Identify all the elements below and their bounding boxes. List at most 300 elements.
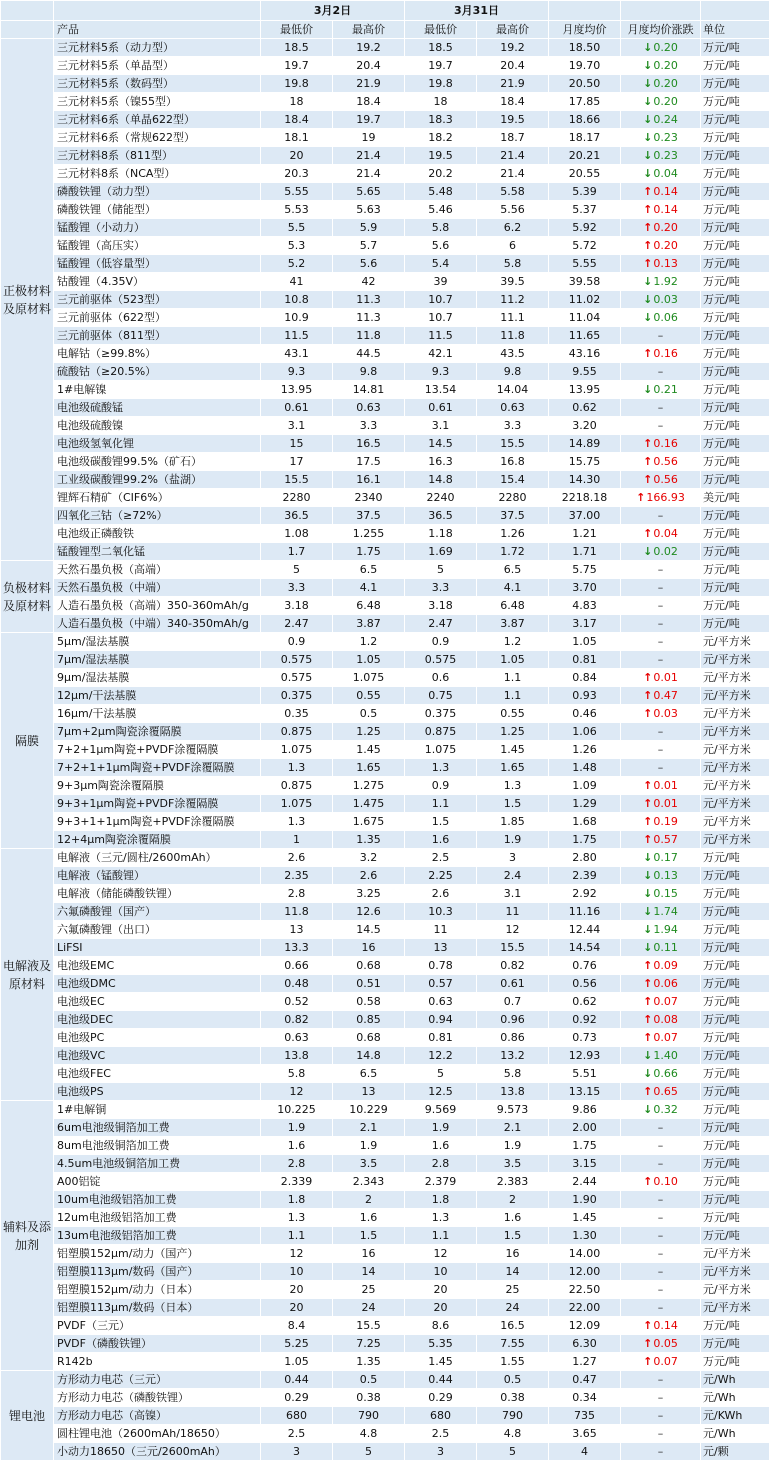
change-value: – [657, 1445, 664, 1458]
unit: 万元/吨 [701, 1335, 769, 1353]
monthly-avg: 2218.18 [549, 489, 621, 507]
max-price-1: 6.5 [333, 561, 405, 579]
product-name: 电解钴（≥99.8%） [54, 345, 261, 363]
avg-change [621, 165, 701, 183]
max-price-1: 1.9 [333, 1137, 405, 1155]
max-price-2: 43.5 [477, 345, 549, 363]
monthly-avg: 2.39 [549, 867, 621, 885]
monthly-avg: 14.30 [549, 471, 621, 489]
min-price-2: 1.6 [405, 1137, 477, 1155]
max-price-1: 0.38 [333, 1389, 405, 1407]
min-price-1: 20 [261, 1299, 333, 1317]
monthly-avg: 17.85 [549, 93, 621, 111]
monthly-avg: 20.55 [549, 165, 621, 183]
product-name: 8um电池级铜箔加工费 [54, 1137, 261, 1155]
max-price-2: 14 [477, 1263, 549, 1281]
unit: 万元/吨 [701, 885, 769, 903]
max-price-2: 7.55 [477, 1335, 549, 1353]
arrow-up-icon: ↑ [643, 239, 653, 252]
max-price-1: 2340 [333, 489, 405, 507]
max-price-1: 11.8 [333, 327, 405, 345]
min-price-2: 0.575 [405, 651, 477, 669]
unit: 万元/吨 [701, 903, 769, 921]
table-row [1, 165, 769, 183]
col-high1: 最高价 [333, 21, 405, 39]
change-value: 0.20 [653, 239, 678, 252]
min-price-1: 20 [261, 147, 333, 165]
change-value: 0.19 [653, 815, 678, 828]
product-name: 12μm/干法基膜 [54, 687, 261, 705]
product-name: 电池级PS [54, 1083, 261, 1101]
avg-change [621, 1299, 701, 1317]
max-price-2: 1.72 [477, 543, 549, 561]
min-price-2: 1.6 [405, 831, 477, 849]
unit: 万元/吨 [701, 1029, 769, 1047]
min-price-2: 0.9 [405, 633, 477, 651]
arrow-up-icon: ↑ [643, 1319, 653, 1332]
change-value: 0.04 [653, 527, 678, 540]
category-label: 辅料及添加剂 [1, 1101, 54, 1371]
max-price-1: 7.25 [333, 1335, 405, 1353]
monthly-avg: 11.02 [549, 291, 621, 309]
min-price-1: 5.8 [261, 1065, 333, 1083]
max-price-1: 16.5 [333, 435, 405, 453]
avg-change [621, 129, 701, 147]
unit: 万元/吨 [701, 453, 769, 471]
min-price-2: 11.5 [405, 327, 477, 345]
unit: 万元/吨 [701, 327, 769, 345]
max-price-1: 5 [333, 1443, 405, 1461]
arrow-down-icon: ↓ [643, 167, 653, 180]
table-row [1, 1281, 769, 1299]
product-name: 三元材料5系（动力型） [54, 39, 261, 57]
monthly-avg: 0.56 [549, 975, 621, 993]
unit: 万元/吨 [701, 273, 769, 291]
max-price-1: 0.55 [333, 687, 405, 705]
min-price-1: 2.47 [261, 615, 333, 633]
change-value: 0.20 [653, 59, 678, 72]
avg-change [621, 777, 701, 795]
min-price-1: 15 [261, 435, 333, 453]
table-row [1, 1191, 769, 1209]
arrow-up-icon: ↑ [643, 1337, 653, 1350]
unit: 元/平方米 [701, 777, 769, 795]
max-price-1: 14.8 [333, 1047, 405, 1065]
avg-change [621, 363, 701, 381]
avg-change [621, 1209, 701, 1227]
max-price-2: 11.1 [477, 309, 549, 327]
table-row [1, 201, 769, 219]
avg-change [621, 309, 701, 327]
unit: 万元/吨 [701, 75, 769, 93]
min-price-1: 1.8 [261, 1191, 333, 1209]
unit: 万元/吨 [701, 201, 769, 219]
arrow-up-icon: ↑ [643, 1355, 653, 1368]
avg-change [621, 93, 701, 111]
min-price-1: 2280 [261, 489, 333, 507]
min-price-1: 5.55 [261, 183, 333, 201]
min-price-1: 18.4 [261, 111, 333, 129]
change-value: – [657, 1211, 664, 1224]
avg-change [621, 201, 701, 219]
arrow-up-icon: ↑ [643, 1031, 653, 1044]
change-value: – [657, 1265, 664, 1278]
monthly-avg: 13.95 [549, 381, 621, 399]
change-value: 0.16 [653, 437, 678, 450]
unit: 万元/吨 [701, 1047, 769, 1065]
table-row [1, 399, 769, 417]
min-price-1: 0.375 [261, 687, 333, 705]
unit: 万元/吨 [701, 111, 769, 129]
table-row [1, 327, 769, 345]
arrow-down-icon: ↓ [643, 59, 653, 72]
monthly-avg: 1.09 [549, 777, 621, 795]
monthly-avg: 12.44 [549, 921, 621, 939]
change-value: – [657, 617, 664, 630]
table-row [1, 597, 769, 615]
col-change: 月度均价涨跌 [621, 21, 701, 39]
change-value: 0.01 [653, 797, 678, 810]
table-row [1, 993, 769, 1011]
min-price-1: 5.25 [261, 1335, 333, 1353]
product-name: 圆柱锂电池（2600mAh/18650） [54, 1425, 261, 1443]
avg-change [621, 975, 701, 993]
product-name: 6um电池级铜箔加工费 [54, 1119, 261, 1137]
min-price-2: 8.6 [405, 1317, 477, 1335]
avg-change [621, 381, 701, 399]
avg-change [621, 453, 701, 471]
change-value: – [657, 635, 664, 648]
change-value: 0.20 [653, 221, 678, 234]
max-price-2: 20.4 [477, 57, 549, 75]
table-row [1, 813, 769, 831]
table-row [1, 1299, 769, 1317]
monthly-avg: 39.58 [549, 273, 621, 291]
monthly-avg: 3.20 [549, 417, 621, 435]
max-price-2: 2280 [477, 489, 549, 507]
monthly-avg: 0.73 [549, 1029, 621, 1047]
avg-change [621, 39, 701, 57]
table-row [1, 741, 769, 759]
product-name: 锰酸锂（小动力） [54, 219, 261, 237]
unit: 元/平方米 [701, 1299, 769, 1317]
change-value: 0.05 [653, 1337, 678, 1350]
max-price-1: 9.8 [333, 363, 405, 381]
monthly-avg: 5.92 [549, 219, 621, 237]
max-price-1: 19.7 [333, 111, 405, 129]
max-price-1: 5.7 [333, 237, 405, 255]
max-price-1: 1.6 [333, 1209, 405, 1227]
table-row [1, 615, 769, 633]
max-price-1: 0.63 [333, 399, 405, 417]
monthly-avg: 20.50 [549, 75, 621, 93]
max-price-2: 0.86 [477, 1029, 549, 1047]
min-price-1: 0.52 [261, 993, 333, 1011]
monthly-avg: 19.70 [549, 57, 621, 75]
unit: 元/平方米 [701, 795, 769, 813]
change-value: – [657, 725, 664, 738]
max-price-1: 19 [333, 129, 405, 147]
min-price-2: 18 [405, 93, 477, 111]
product-name: 电池级EMC [54, 957, 261, 975]
min-price-2: 1.3 [405, 1209, 477, 1227]
product-name: 磷酸铁锂（储能型） [54, 201, 261, 219]
unit: 万元/吨 [701, 993, 769, 1011]
min-price-1: 18 [261, 93, 333, 111]
table-row [1, 921, 769, 939]
max-price-2: 19.5 [477, 111, 549, 129]
change-value: 0.09 [653, 959, 678, 972]
unit: 万元/吨 [701, 1173, 769, 1191]
monthly-avg: 0.81 [549, 651, 621, 669]
change-value: – [657, 1139, 664, 1152]
min-price-2: 1.5 [405, 813, 477, 831]
arrow-up-icon: ↑ [643, 797, 653, 810]
max-price-2: 1.1 [477, 669, 549, 687]
max-price-2: 16 [477, 1245, 549, 1263]
avg-change [621, 795, 701, 813]
unit: 万元/吨 [701, 39, 769, 57]
min-price-1: 5.53 [261, 201, 333, 219]
product-name: 电池级VC [54, 1047, 261, 1065]
max-price-1: 3.25 [333, 885, 405, 903]
max-price-2: 1.5 [477, 795, 549, 813]
arrow-up-icon: ↑ [643, 977, 653, 990]
monthly-avg: 37.00 [549, 507, 621, 525]
change-value: 0.03 [653, 293, 678, 306]
max-price-2: 3.1 [477, 885, 549, 903]
max-price-2: 1.85 [477, 813, 549, 831]
unit: 元/平方米 [701, 1245, 769, 1263]
unit: 元/平方米 [701, 669, 769, 687]
min-price-2: 1.1 [405, 1227, 477, 1245]
max-price-2: 0.61 [477, 975, 549, 993]
max-price-1: 16 [333, 939, 405, 957]
table-row [1, 561, 769, 579]
arrow-down-icon: ↓ [643, 905, 653, 918]
min-price-1: 0.875 [261, 723, 333, 741]
monthly-avg: 2.00 [549, 1119, 621, 1137]
max-price-2: 3 [477, 849, 549, 867]
unit: 元/平方米 [701, 759, 769, 777]
avg-change [621, 1065, 701, 1083]
min-price-2: 19.5 [405, 147, 477, 165]
avg-change [621, 1119, 701, 1137]
monthly-avg: 9.55 [549, 363, 621, 381]
min-price-2: 13 [405, 939, 477, 957]
unit: 万元/吨 [701, 219, 769, 237]
change-value: – [657, 599, 664, 612]
max-price-1: 1.45 [333, 741, 405, 759]
avg-change [621, 255, 701, 273]
max-price-2: 0.63 [477, 399, 549, 417]
max-price-2: 21.4 [477, 147, 549, 165]
avg-change [621, 687, 701, 705]
max-price-1: 5.65 [333, 183, 405, 201]
change-value: 0.56 [653, 455, 678, 468]
table-row [1, 525, 769, 543]
min-price-1: 2.5 [261, 1425, 333, 1443]
min-price-2: 9.3 [405, 363, 477, 381]
arrow-up-icon: ↑ [643, 437, 653, 450]
avg-change [621, 417, 701, 435]
max-price-1: 3.2 [333, 849, 405, 867]
monthly-avg: 1.90 [549, 1191, 621, 1209]
product-name: 电池级EC [54, 993, 261, 1011]
monthly-avg: 0.34 [549, 1389, 621, 1407]
arrow-down-icon: ↓ [643, 1103, 653, 1116]
monthly-avg: 3.15 [549, 1155, 621, 1173]
max-price-1: 3.3 [333, 417, 405, 435]
unit: 元/Wh [701, 1389, 769, 1407]
avg-change [621, 1047, 701, 1065]
min-price-2: 1.9 [405, 1119, 477, 1137]
product-name: 1#电解镍 [54, 381, 261, 399]
change-value: 0.11 [653, 941, 678, 954]
arrow-up-icon: ↑ [643, 815, 653, 828]
min-price-2: 19.7 [405, 57, 477, 75]
monthly-avg: 1.26 [549, 741, 621, 759]
max-price-1: 0.5 [333, 705, 405, 723]
max-price-1: 0.85 [333, 1011, 405, 1029]
max-price-1: 12.6 [333, 903, 405, 921]
monthly-avg: 14.00 [549, 1245, 621, 1263]
change-value: 0.20 [653, 41, 678, 54]
unit: 万元/吨 [701, 597, 769, 615]
min-price-1: 0.82 [261, 1011, 333, 1029]
monthly-avg: 14.89 [549, 435, 621, 453]
unit: 元/平方米 [701, 633, 769, 651]
max-price-1: 5.6 [333, 255, 405, 273]
min-price-1: 0.66 [261, 957, 333, 975]
max-price-1: 20.4 [333, 57, 405, 75]
max-price-2: 11 [477, 903, 549, 921]
change-value: 0.56 [653, 473, 678, 486]
arrow-up-icon: ↑ [643, 203, 653, 216]
min-price-1: 20.3 [261, 165, 333, 183]
min-price-2: 5.48 [405, 183, 477, 201]
change-value: 0.02 [653, 545, 678, 558]
max-price-2: 6.48 [477, 597, 549, 615]
avg-change [621, 1443, 701, 1461]
min-price-1: 10.8 [261, 291, 333, 309]
min-price-2: 2.379 [405, 1173, 477, 1191]
avg-change [621, 579, 701, 597]
unit: 元/平方米 [701, 741, 769, 759]
min-price-1: 680 [261, 1407, 333, 1425]
max-price-2: 5.8 [477, 255, 549, 273]
col-high2: 最高价 [477, 21, 549, 39]
max-price-1: 1.075 [333, 669, 405, 687]
max-price-2: 21.4 [477, 165, 549, 183]
min-price-1: 8.4 [261, 1317, 333, 1335]
change-value: – [657, 509, 664, 522]
product-name: 三元材料8系（NCA型） [54, 165, 261, 183]
product-name: 人造石墨负极（高端）350-360mAh/g [54, 597, 261, 615]
min-price-1: 3 [261, 1443, 333, 1461]
min-price-1: 3.1 [261, 417, 333, 435]
min-price-1: 13 [261, 921, 333, 939]
product-name: A00铝锭 [54, 1173, 261, 1191]
avg-change [621, 471, 701, 489]
avg-change [621, 75, 701, 93]
change-value: – [657, 563, 664, 576]
monthly-avg: 43.16 [549, 345, 621, 363]
table-row [1, 1245, 769, 1263]
avg-change [621, 543, 701, 561]
min-price-2: 0.61 [405, 399, 477, 417]
max-price-2: 1.25 [477, 723, 549, 741]
change-value: 0.32 [653, 1103, 678, 1116]
unit: 万元/吨 [701, 399, 769, 417]
table-row [1, 453, 769, 471]
monthly-avg: 4 [549, 1443, 621, 1461]
change-value: 1.94 [653, 923, 678, 936]
product-name: 9μm/湿法基膜 [54, 669, 261, 687]
min-price-2: 18.3 [405, 111, 477, 129]
min-price-2: 13.54 [405, 381, 477, 399]
min-price-2: 2.5 [405, 1425, 477, 1443]
max-price-1: 0.58 [333, 993, 405, 1011]
max-price-1: 16.1 [333, 471, 405, 489]
max-price-2: 4.1 [477, 579, 549, 597]
min-price-1: 5 [261, 561, 333, 579]
arrow-down-icon: ↓ [643, 95, 653, 108]
unit: 万元/吨 [701, 867, 769, 885]
max-price-2: 5.8 [477, 1065, 549, 1083]
table-row [1, 885, 769, 903]
monthly-avg: 1.21 [549, 525, 621, 543]
max-price-2: 5.56 [477, 201, 549, 219]
avg-change [621, 1011, 701, 1029]
product-name: 方形动力电芯（三元） [54, 1371, 261, 1389]
change-value: 166.93 [646, 491, 685, 504]
arrow-down-icon: ↓ [643, 311, 653, 324]
product-name: 铝塑膜152μm/动力（日本） [54, 1281, 261, 1299]
table-row [1, 1119, 769, 1137]
product-name: 方形动力电芯（高镍） [54, 1407, 261, 1425]
max-price-2: 0.7 [477, 993, 549, 1011]
min-price-2: 2.5 [405, 849, 477, 867]
unit: 元/平方米 [701, 651, 769, 669]
change-value: 0.47 [653, 689, 678, 702]
change-value: – [657, 1247, 664, 1260]
max-price-2: 37.5 [477, 507, 549, 525]
product-name: 三元材料5系（数码型） [54, 75, 261, 93]
max-price-1: 0.68 [333, 1029, 405, 1047]
category-label: 负极材料及原材料 [1, 561, 54, 633]
table-row [1, 633, 769, 651]
unit: 元/平方米 [701, 1263, 769, 1281]
change-value: 0.07 [653, 995, 678, 1008]
max-price-2: 3.87 [477, 615, 549, 633]
avg-change [621, 237, 701, 255]
max-price-2: 6 [477, 237, 549, 255]
max-price-1: 2.1 [333, 1119, 405, 1137]
arrow-down-icon: ↓ [643, 149, 653, 162]
change-value: 0.14 [653, 1319, 678, 1332]
table-row [1, 57, 769, 75]
product-name: 电池级硫酸锰 [54, 399, 261, 417]
change-value: 0.04 [653, 167, 678, 180]
max-price-1: 18.4 [333, 93, 405, 111]
min-price-1: 41 [261, 273, 333, 291]
table-row [1, 345, 769, 363]
min-price-2: 10.7 [405, 291, 477, 309]
table-row [1, 831, 769, 849]
change-value: – [657, 1427, 664, 1440]
monthly-avg: 2.92 [549, 885, 621, 903]
